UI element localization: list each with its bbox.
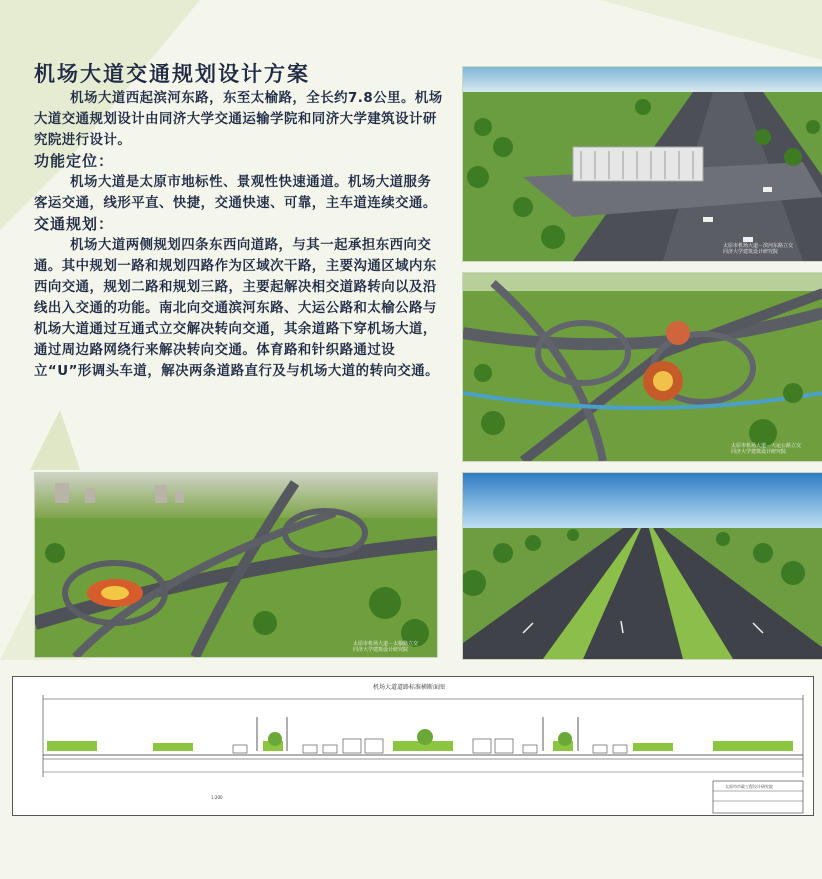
section-heading-traffic: 交通规划：: [34, 215, 115, 233]
render-interchange-image: [462, 272, 822, 462]
drawing-scale-note: 1:200: [211, 795, 223, 800]
render-interchange-caption: 太原市机场大道－大运公路立交 同济大学建筑设计研究院: [731, 443, 802, 455]
render-aerial-caption: 太原市机场大道－太榆路立交 同济大学建筑设计研究院: [353, 641, 419, 653]
section-heading-function: 功能定位：: [34, 152, 115, 170]
drawing-title: 机场大道道路标准横断面图: [373, 684, 446, 691]
render-aerial-interchange-image: [34, 472, 438, 658]
render-boulevard-image: [462, 472, 822, 660]
render-toll-station-image: [462, 66, 822, 262]
render-toll-caption: 太原市机场大道－滨河东路立交 同济大学建筑设计研究院: [723, 243, 794, 255]
article-body: [34, 88, 444, 382]
cross-section-drawing: [12, 676, 814, 816]
intro-paragraph: 机场大道西起滨河东路，东至太榆路，全长约7.8公里。机场大道交通规划设计由同济大学交通运输学院和同济大学建筑设计研究院进行设计。: [34, 91, 443, 148]
page-title: 机场大道交通规划设计方案: [34, 62, 310, 86]
title-block-organization: 太原市市政工程设计研究院: [725, 784, 773, 789]
function-paragraph: 机场大道是太原市地标性、景观性快速通道。机场大道服务客运交通，线形平直、快捷，交通快速、可靠，主车道连续交通。: [34, 175, 437, 211]
traffic-paragraph: 机场大道两侧规划四条东西向道路，与其一起承担东西向交通。其中规划一路和规划四路作为区域次干路，主要沟通区域内东西向交通，规划二路和规划三路，主要起解决相交道路转向以及沿线出入交通的功能。南北向交通滨河东路、大运公路和太榆公路与机场大道通过互通式立交解决转向交通，其余道路下穿机场大道，通过周边路网绕行来解决转向交通。体育路和针织路通过设立“U”形调头车道，解决两条道路直行及与机场大道的转向交通。: [34, 238, 440, 379]
